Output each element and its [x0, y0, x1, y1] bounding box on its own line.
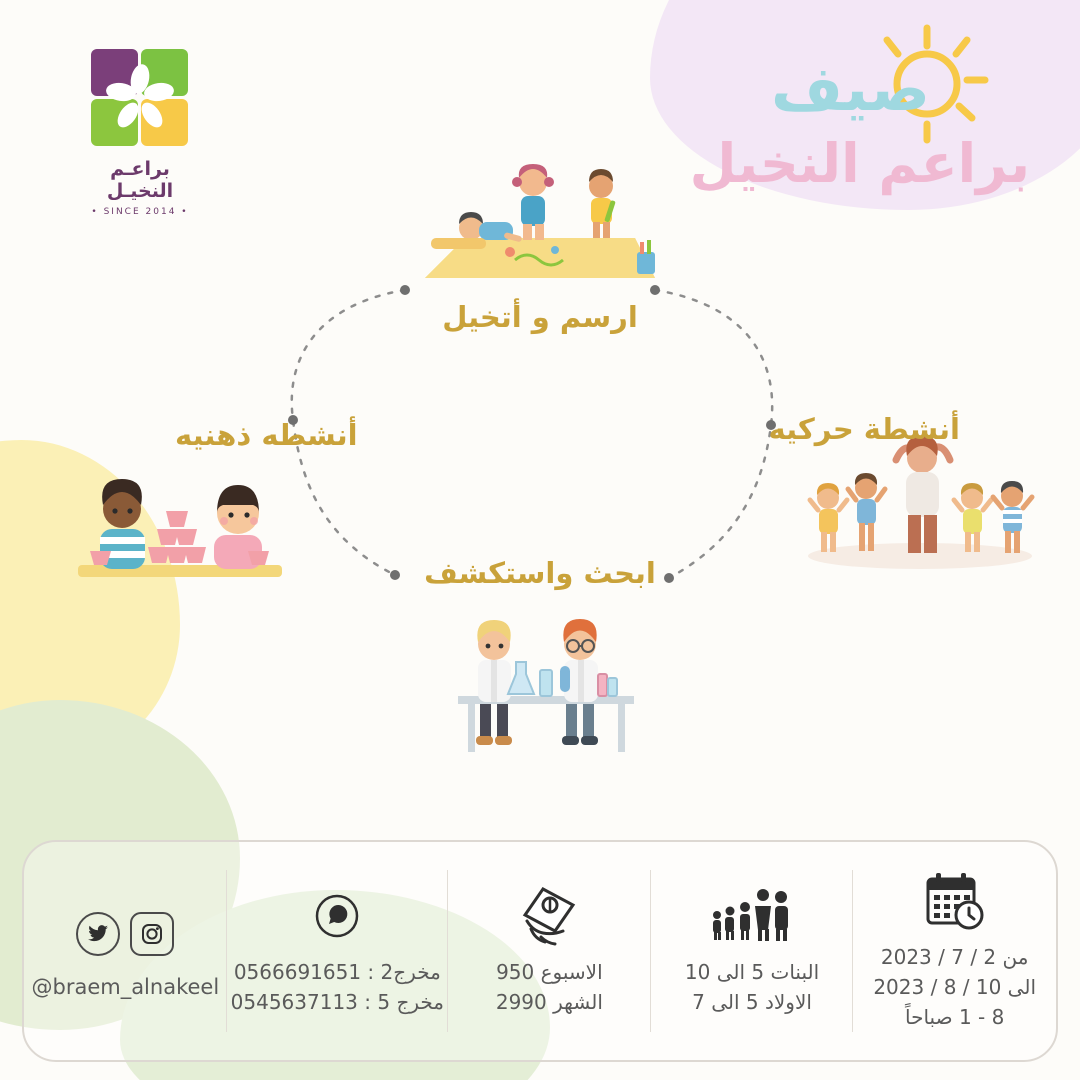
activity-label-explore: ابحث واستكشف	[424, 556, 656, 590]
price-line-2: الشهر 2990	[495, 990, 603, 1014]
calendar-clock-icon	[924, 870, 986, 932]
contact-line-2: مخرج 5 : 0545637113	[230, 990, 445, 1014]
dates-line-2: الى 10 / 8 / 2023	[873, 975, 1037, 999]
info-panel	[22, 840, 1058, 1062]
logo	[75, 48, 205, 217]
season-title: صيف	[770, 52, 930, 125]
ages-line-2: الاولاد 5 الى 7	[692, 990, 812, 1014]
contact-text	[231, 957, 444, 1017]
price-text	[496, 957, 603, 1017]
info-cell-social	[24, 842, 227, 1060]
info-cell-dates	[853, 842, 1056, 1060]
activity-label-motor: أنشطة حركيه	[768, 412, 960, 446]
whatsapp-icon[interactable]	[314, 885, 360, 947]
money-hand-icon	[517, 885, 581, 947]
info-cell-price	[448, 842, 651, 1060]
ages-line-1: البنات 5 الى 10	[684, 960, 820, 984]
contact-line-1: مخرج2 : 0566691651	[233, 960, 441, 984]
activity-label-draw: ارسم و أتخيل	[442, 300, 638, 334]
dates-line-1: من 2 / 7 / 2023	[880, 945, 1029, 969]
dates-line-3: 8 - 1 صباحاً	[905, 1005, 1005, 1029]
family-group-icon	[709, 885, 795, 947]
kids-drawing-illustration	[405, 160, 665, 295]
dates-text	[873, 942, 1036, 1032]
social-handle[interactable]: @braem_alnakeel	[31, 975, 220, 999]
ages-text	[685, 957, 819, 1017]
logo-name: براعـم النخيـل	[106, 158, 174, 202]
kids-science-illustration	[440, 600, 650, 760]
instagram-icon[interactable]	[130, 912, 174, 956]
price-line-1: الاسبوع 950	[496, 960, 603, 984]
info-cell-ages	[651, 842, 854, 1060]
kids-blocks-illustration	[70, 465, 290, 600]
brand-title: براعم النخيل	[689, 132, 1030, 195]
activity-label-mental: أنشطه ذهنيه	[175, 418, 358, 452]
info-cell-contact	[227, 842, 448, 1060]
twitter-icon[interactable]	[76, 912, 120, 956]
flower-logo-icon	[90, 48, 190, 148]
logo-since: • SINCE 2014 •	[91, 207, 189, 217]
